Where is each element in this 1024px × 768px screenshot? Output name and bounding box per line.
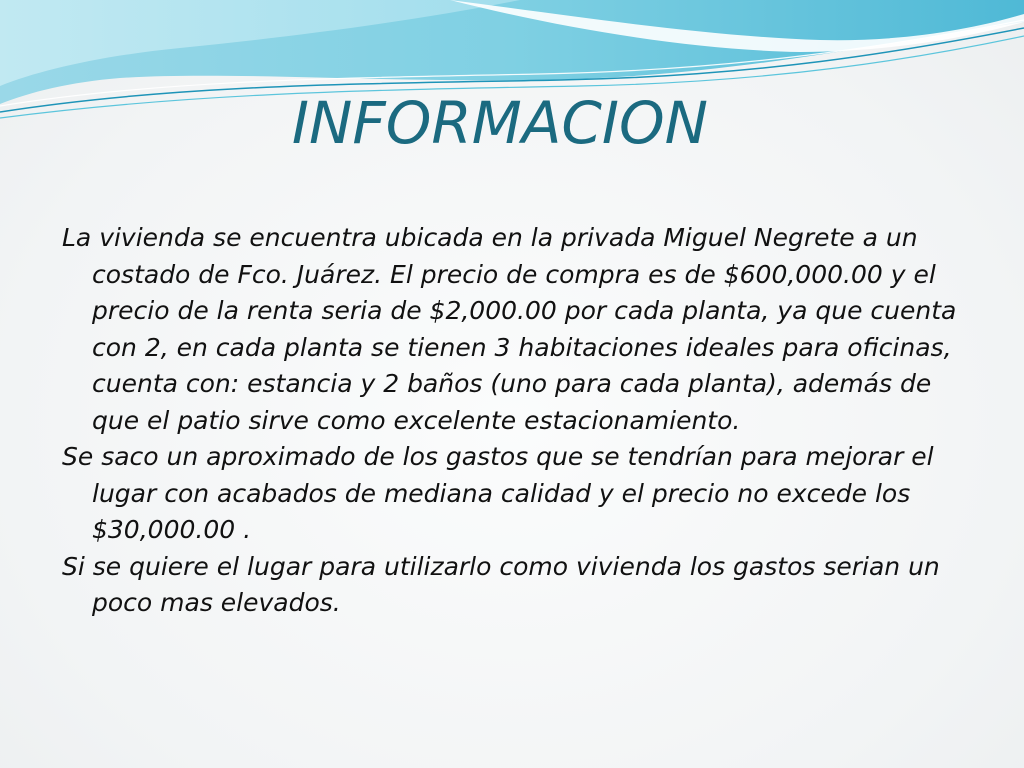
- paragraph-housing: Si se quiere el lugar para utilizarlo como vivienda los gastos serian un poco mas elevados.: [62, 551, 940, 617]
- slide-title: INFORMACION: [291, 89, 709, 157]
- paragraph-description: La vivienda se encuentra ubicada en la privada Miguel Negrete a un costado de Fco. Juárez. El precio de compra es de $600,000.00 y el precio de la renta seria de $2,000.00 por cada planta, ya que cuenta con 2, en cada planta se tienen 3 habitaciones ideales para oficinas, cuenta con: estancia y 2 baños (uno para cada planta), además de que el patio sirve como excelente estacionamiento.: [62, 223, 957, 435]
- slide-body: [62, 220, 982, 622]
- paragraph-costs: Se saco un aproximado de los gastos que se tendrían para mejorar el lugar con acabados de mediana calidad y el precio no excede los $30,000.00 .: [62, 442, 934, 544]
